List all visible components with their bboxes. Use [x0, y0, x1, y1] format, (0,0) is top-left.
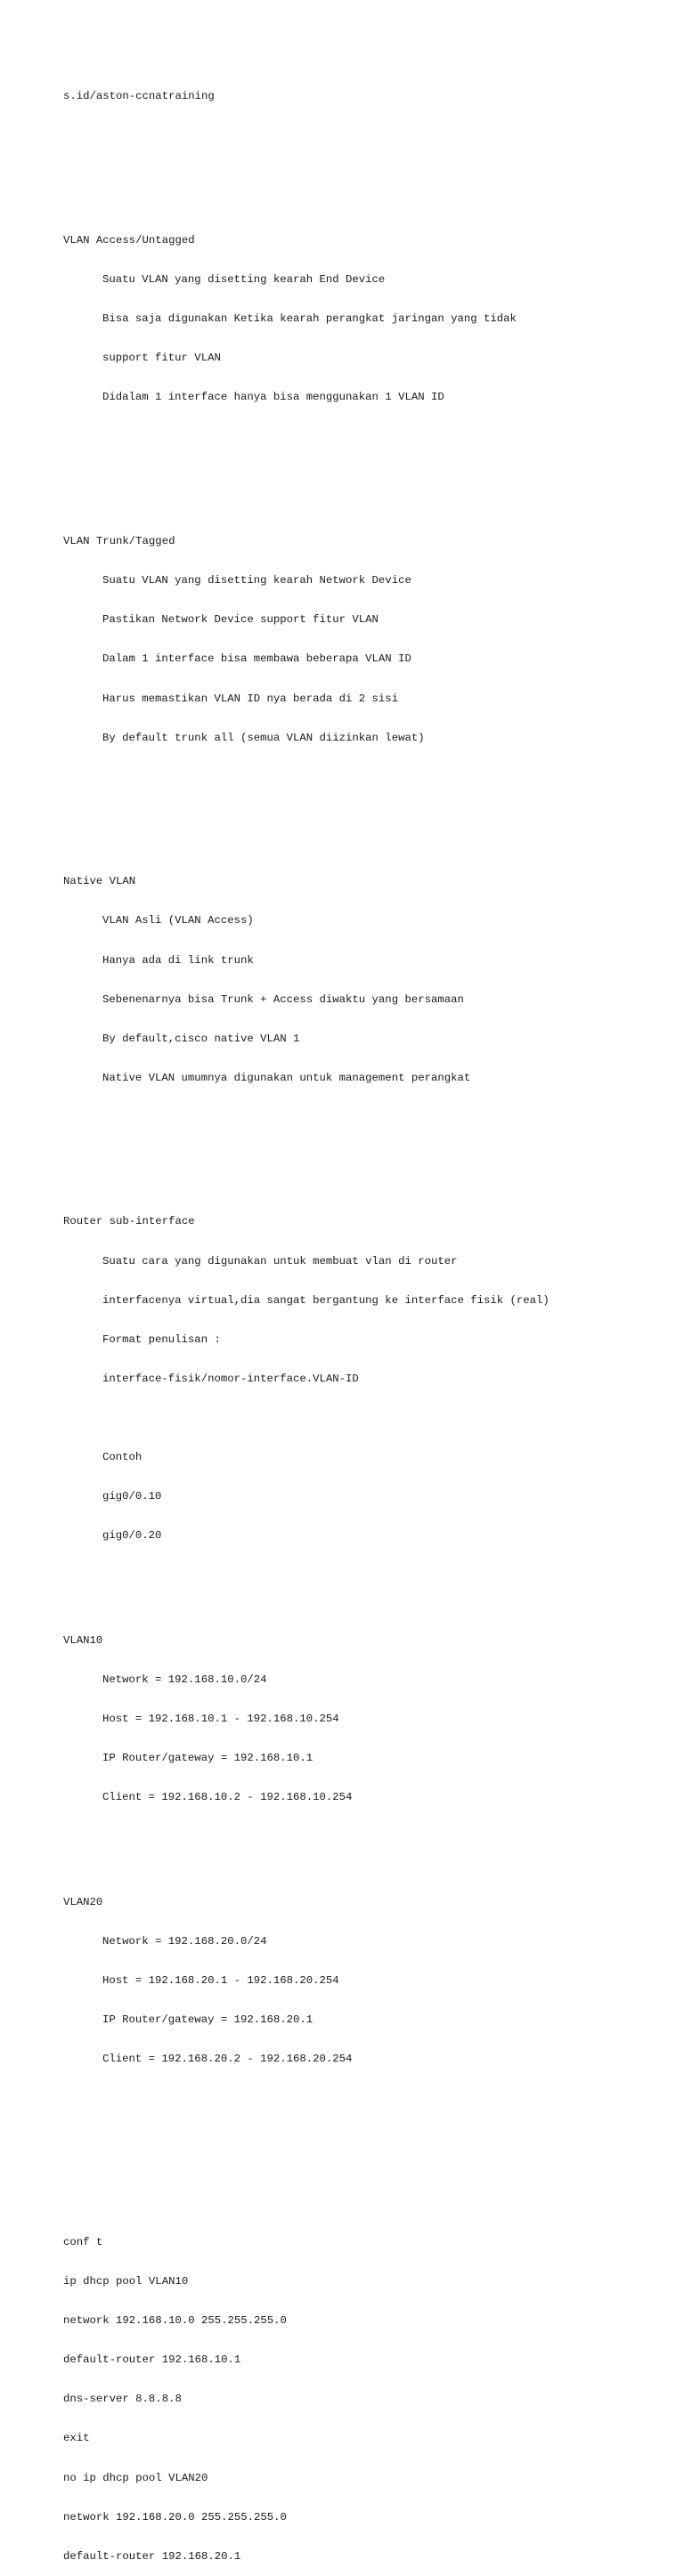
- example-label: Contoh: [102, 1451, 142, 1464]
- section-item: IP Router/gateway = 192.168.10.1: [102, 1752, 314, 1765]
- section-item: interfacenya virtual,dia sangat bergantung ke interface fisik (real): [102, 1293, 550, 1307]
- section-title-router-subinterface: Router sub-interface: [63, 1215, 195, 1228]
- header-link: s.id/aston-ccnatraining: [63, 90, 215, 103]
- section-item: Sebenenarnya bisa Trunk + Access diwaktu yang bersamaan: [102, 992, 464, 1006]
- section-item: Native VLAN umumnya digunakan untuk management perangkat: [102, 1071, 471, 1084]
- section-item: VLAN Asli (VLAN Access): [102, 914, 254, 928]
- section-item: By default,cisco native VLAN 1: [102, 1032, 300, 1045]
- section-item: Suatu VLAN yang disetting kearah End Device: [102, 273, 386, 287]
- section-item: Network = 192.168.10.0/24: [102, 1673, 267, 1686]
- section-title-vlan20: VLAN20: [63, 1895, 103, 1908]
- section-title-native-vlan: Native VLAN: [63, 875, 136, 888]
- section-item: Host = 192.168.20.1 - 192.168.20.254: [102, 1973, 339, 1987]
- config-line: no ip dhcp pool VLAN20: [63, 2471, 208, 2484]
- section-item: Network = 192.168.20.0/24: [102, 1934, 267, 1948]
- config-line: ip dhcp pool VLAN10: [63, 2275, 189, 2288]
- section-title-vlan-trunk: VLAN Trunk/Tagged: [63, 535, 175, 548]
- section-item: interface-fisik/nomor-interface.VLAN-ID: [102, 1372, 359, 1385]
- document-page: [63, 64, 669, 2576]
- config-line: default-router 192.168.10.1: [63, 2353, 241, 2367]
- section-item: Dalam 1 interface bisa membawa beberapa VLAN ID: [102, 652, 411, 666]
- config-line: default-router 192.168.20.1: [63, 2549, 241, 2563]
- section-item: Format penulisan :: [102, 1333, 221, 1346]
- section-item: By default trunk all (semua VLAN diizinkan lewat): [102, 731, 425, 744]
- section-item: Pastikan Network Device support fitur VLAN: [102, 613, 379, 627]
- config-line: dns-server 8.8.8.8: [63, 2393, 182, 2406]
- section-item: Suatu VLAN yang disetting kearah Network Device: [102, 574, 411, 587]
- config-line: network 192.168.10.0 255.255.255.0: [63, 2314, 287, 2328]
- section-title-vlan10: VLAN10: [63, 1633, 103, 1647]
- section-item: Client = 192.168.10.2 - 192.168.10.254: [102, 1791, 353, 1804]
- section-item: Harus memastikan VLAN ID nya berada di 2 sisi: [102, 692, 399, 705]
- section-item: Client = 192.168.20.2 - 192.168.20.254: [102, 2053, 353, 2066]
- config-line: conf t: [63, 2235, 103, 2248]
- example-item: gig0/0.10: [102, 1490, 162, 1503]
- section-item: Bisa saja digunakan Ketika kearah perangkat jaringan yang tidak: [102, 312, 517, 326]
- config-line: exit: [63, 2432, 90, 2445]
- section-item: Suatu cara yang digunakan untuk membuat vlan di router: [102, 1254, 458, 1268]
- section-item: IP Router/gateway = 192.168.20.1: [102, 2013, 314, 2027]
- section-item: support fitur VLAN: [102, 352, 221, 365]
- section-item: Hanya ada di link trunk: [102, 953, 254, 967]
- example-item: gig0/0.20: [102, 1529, 162, 1543]
- section-title-vlan-access: VLAN Access/Untagged: [63, 234, 195, 247]
- section-item: Didalam 1 interface hanya bisa menggunakan 1 VLAN ID: [102, 391, 444, 404]
- section-item: Host = 192.168.10.1 - 192.168.10.254: [102, 1713, 339, 1725]
- config-line: network 192.168.20.0 255.255.255.0: [63, 2510, 287, 2523]
